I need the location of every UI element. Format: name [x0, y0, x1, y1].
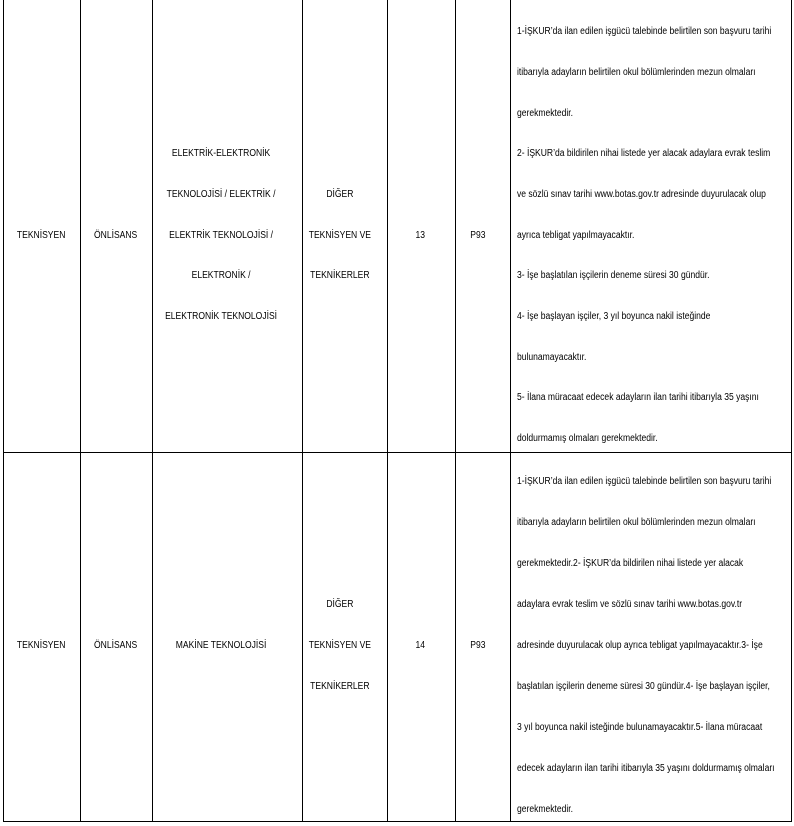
cell-content — [456, 461, 510, 823]
code-cell — [455, 452, 510, 822]
education-text: ÖNLİSANS — [94, 639, 138, 651]
condition-line: itibarıyla adayların belirtilen okul bölümlerinden mezun olmaları — [516, 66, 756, 78]
department-line: TEKNOLOJİSİ / ELEKTRİK / — [166, 188, 276, 200]
title-cell — [302, 452, 387, 822]
title-line: TEKNİSYEN VE — [308, 229, 371, 241]
condition-line: ayrıca tebligat yapılmayacaktır. — [516, 229, 635, 241]
code-text: P93 — [470, 229, 486, 241]
cell-content — [511, 12, 791, 452]
cell-content — [153, 461, 302, 823]
condition-line: 3 yıl boyunca nakil isteğinde bulunamayacaktır.5- İlana müracaat — [516, 721, 763, 733]
code-text: P93 — [470, 639, 486, 651]
department-line: ELEKTRİK TEKNOLOJİSİ / — [169, 229, 274, 241]
condition-line: gerekmektedir. — [516, 107, 574, 119]
title-line: DİĞER — [326, 188, 354, 200]
cell-content — [456, 12, 510, 452]
condition-line: 3- İşe başlatılan işçilerin deneme süresi 30 gündür. — [516, 270, 710, 282]
condition-line: edecek adayların ilan tarihi itibarıyla 35 yaşını doldurmamış olmaları — [516, 762, 775, 774]
cell-content — [511, 461, 791, 823]
condition-line: gerekmektedir.2- İŞKUR’da bildirilen nihai listede yer alacak — [516, 557, 744, 569]
department-line: MAKİNE TEKNOLOJİSİ — [175, 639, 267, 651]
condition-line: gerekmektedir. — [516, 803, 574, 815]
cell-content — [81, 12, 152, 452]
count-text: 14 — [415, 639, 425, 651]
department-line: ELEKTRİK-ELEKTRONİK — [171, 148, 271, 160]
condition-line: 2- İŞKUR’da bildirilen nihai listede yer alacak adaylara evrak teslim — [516, 148, 771, 160]
position-text: TEKNİSYEN — [16, 639, 66, 651]
position-text: TEKNİSYEN — [16, 229, 66, 241]
cell-content — [81, 461, 152, 823]
cell-content — [4, 12, 80, 452]
condition-line: adaylara evrak teslim ve sözlü sınav tarihi www.botas.gov.tr — [516, 598, 743, 610]
condition-line: 5- İlana müracaat edecek adayların ilan tarihi itibarıyla 35 yaşını — [516, 392, 759, 404]
cell-content — [303, 461, 387, 823]
position-cell — [3, 0, 80, 452]
department-line: ELEKTRONİK / — [191, 270, 251, 282]
title-line: TEKNİSYEN VE — [308, 639, 371, 651]
condition-line: 1-İŞKUR’da ilan edilen işgücü talebinde belirtilen son başvuru tarihi — [516, 26, 772, 38]
cell-content — [388, 461, 455, 823]
department-cell — [152, 0, 302, 452]
condition-line: 4- İşe başlayan işçiler, 3 yıl boyunca nakil isteğinde — [516, 311, 711, 323]
conditions-cell — [510, 0, 792, 452]
cell-content — [4, 461, 80, 823]
education-cell — [80, 452, 152, 822]
title-line: TEKNİKERLER — [310, 270, 370, 282]
condition-line: bulunamayacaktır. — [516, 351, 587, 363]
position-cell — [3, 452, 80, 822]
count-text: 13 — [415, 229, 425, 241]
education-text: ÖNLİSANS — [94, 229, 138, 241]
cell-content — [303, 12, 387, 452]
cell-content — [153, 12, 302, 452]
conditions-cell — [510, 452, 792, 822]
title-line: TEKNİKERLER — [310, 680, 370, 692]
count-cell — [387, 452, 455, 822]
title-cell — [302, 0, 387, 452]
condition-line: doldurmamış olmaları gerekmektedir. — [516, 433, 658, 445]
code-cell — [455, 0, 510, 452]
condition-line: başlatılan işçilerin deneme süresi 30 gündür.4- İşe başlayan işçiler, — [516, 680, 770, 692]
cell-content — [388, 12, 455, 452]
department-cell — [152, 452, 302, 822]
title-line: DİĞER — [326, 598, 354, 610]
condition-line: ve sözlü sınav tarihi www.botas.gov.tr adresinde duyurulacak olup — [516, 188, 766, 200]
condition-line: 1-İŞKUR’da ilan edilen işgücü talebinde belirtilen son başvuru tarihi — [516, 475, 772, 487]
education-cell — [80, 0, 152, 452]
count-cell — [387, 0, 455, 452]
condition-line: itibarıyla adayların belirtilen okul bölümlerinden mezun olmaları — [516, 516, 756, 528]
department-line: ELEKTRONİK TEKNOLOJİSİ — [165, 311, 278, 323]
condition-line: adresinde duyurulacak olup ayrıca tebligat yapılmayacaktır.3- İşe — [516, 639, 763, 651]
